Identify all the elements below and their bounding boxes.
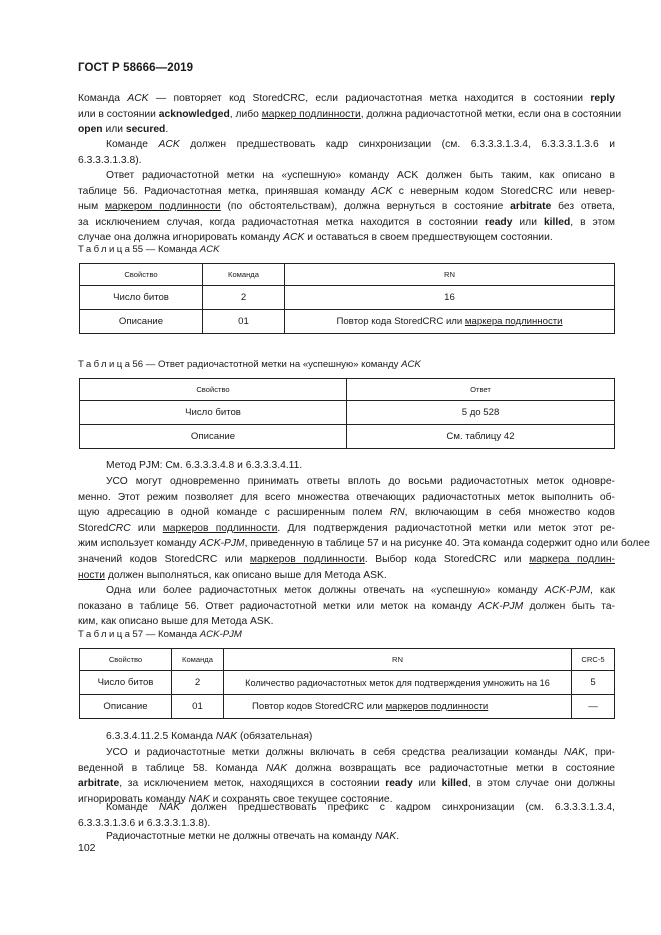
table-header-cell: CRC-5 — [572, 649, 615, 671]
table-57 — [79, 648, 615, 719]
table-header-cell: Свойство — [80, 379, 347, 401]
table-55 — [79, 263, 615, 334]
table-row — [80, 425, 615, 449]
paragraph-nak-description: УСО и радиочастотные метки должны включать в себя средства реализации команды NAK, при- веденной в таблице 58. Команда NAK должна возвращать все радиочастотные метки в состояние arbitrate, за исключением меток, находящихся в состоянии ready или killed, в этом случае они должны игнорировать команду NAK и сохранять свое текущее состояние. — [78, 747, 615, 805]
table-cell: Число битов — [80, 286, 203, 310]
table-cell: 5 до 528 — [347, 401, 615, 425]
table-56 — [79, 378, 615, 449]
table-header-cell: RN — [285, 264, 615, 286]
table-header-cell: Свойство — [80, 649, 172, 671]
table-cell: Повтор кода StoredCRC или маркера подлинности — [285, 310, 615, 334]
paragraph-nak-prefix: Команде NAK должен предшествовать префикс с кадром синхронизации (см. 6.3.3.3.1.3.4, 6.3.3.3.1.3.6 и 6.3.3.3.1.3.8). — [78, 802, 615, 829]
table-cell: Повтор кодов StoredCRC или маркеров подлинности — [224, 695, 572, 719]
table-cell: 2 — [172, 671, 224, 695]
table-cell: — — [572, 695, 615, 719]
paragraph-ack-prefix: Команде ACK должен предшествовать кадр синхронизации (см. 6.3.3.3.1.3.4, 6.3.3.3.1.3.6 и 6.3.3.3.1.3.8). — [78, 139, 615, 166]
table-header-cell: RN — [224, 649, 572, 671]
table-57-caption: Таблица57 — Команда ACK-PJM — [78, 629, 242, 640]
table-row — [80, 286, 615, 310]
table-56-caption: Таблица56 — Ответ радиочастотной метки на «успешную» команду ACK — [78, 359, 421, 370]
table-cell: Число битов — [80, 671, 172, 695]
paragraph-pjm-method: Метод PJM: См. 6.3.3.3.4.8 и 6.3.3.3.4.11. — [106, 460, 303, 471]
table-55-caption: Таблица55 — Команда ACK — [78, 244, 220, 255]
table-header-cell: Свойство — [80, 264, 203, 286]
paragraph-nak-no-reply: Радиочастотные метки не должны отвечать на команду NAK. — [106, 831, 400, 842]
table-header-cell: Команда — [203, 264, 285, 286]
table-row — [80, 695, 615, 719]
document-header: ГОСТ Р 58666—2019 — [78, 62, 194, 74]
table-cell: 01 — [172, 695, 224, 719]
table-cell: 01 — [203, 310, 285, 334]
page-number: 102 — [78, 842, 96, 854]
table-cell: 16 — [285, 286, 615, 310]
paragraph-ack-response: Ответ радиочастотной метки на «успешную» команду ACK должен быть таким, как описано в таблице 56. Радиочастотная метка, принявшая команду ACK с неверным кодом StoredCRC или невер- ным маркером подлинности (по обстоятельствам), должна вернуться в состояние arbitrate без ответа, за исключением случая, когда радиочастотная метка находится в состоянии ready или killed, в этом случае она должна игнорировать команду ACK и оставаться в своем предшествующем состоянии. — [78, 170, 616, 244]
table-cell: Число битов — [80, 401, 347, 425]
section-heading-nak: 6.3.3.4.11.2.5 Команда NAK (обязательная) — [106, 731, 313, 742]
table-row — [80, 671, 615, 695]
paragraph-ack-description: Команда ACK — повторяет код StoredCRC, если радиочастотная метка находится в состоянии reply или в состоянии acknowledged, либо маркер подлинности, должна радиочастотной метки, если она в состоянии open или secured. — [78, 93, 622, 136]
table-cell: 5 — [572, 671, 615, 695]
table-header-cell: Ответ — [347, 379, 615, 401]
table-cell: Описание — [80, 310, 203, 334]
table-row — [80, 401, 615, 425]
table-cell: Описание — [80, 425, 347, 449]
table-cell: Описание — [80, 695, 172, 719]
paragraph-pjm-description: УСО могут одновременно принимать ответы вплоть до восьми радиочастотных меток одновре- менно. Этот режим позволяет для всего множества отвечающих радиочастотных меток выполнить об- щую адресацию в одной команде с расширенным полем RN, включающим в себя множество кодов StoredCRC или маркеров подлинности. Для подтверждения радиочастотной метки или меток этот ре- жим использует команду ACK-PJM, приведенную в таблице 57 и на рисунке 40. Эта команда содержит одно или более значений кодов StoredCRC или маркеров подлинности. Выбор кода StoredCRC или маркера подлин- ности должен выполняться, как описано выше для Метода ASK. — [78, 476, 650, 581]
paragraph-pjm-response: Одна или более радиочастотных меток должны отвечать на «успешную» команду ACK-PJM, как показано в таблице 56. Ответ радиочастотной метки или меток на команду ACK-PJM должен быть та- ким, как описано выше для Метода ASK. — [78, 585, 615, 628]
table-row — [80, 310, 615, 334]
table-header-cell: Команда — [172, 649, 224, 671]
table-cell: Количество радиочастотных меток для подтверждения умножить на 16 — [224, 671, 572, 695]
table-cell: 2 — [203, 286, 285, 310]
table-cell: См. таблицу 42 — [347, 425, 615, 449]
